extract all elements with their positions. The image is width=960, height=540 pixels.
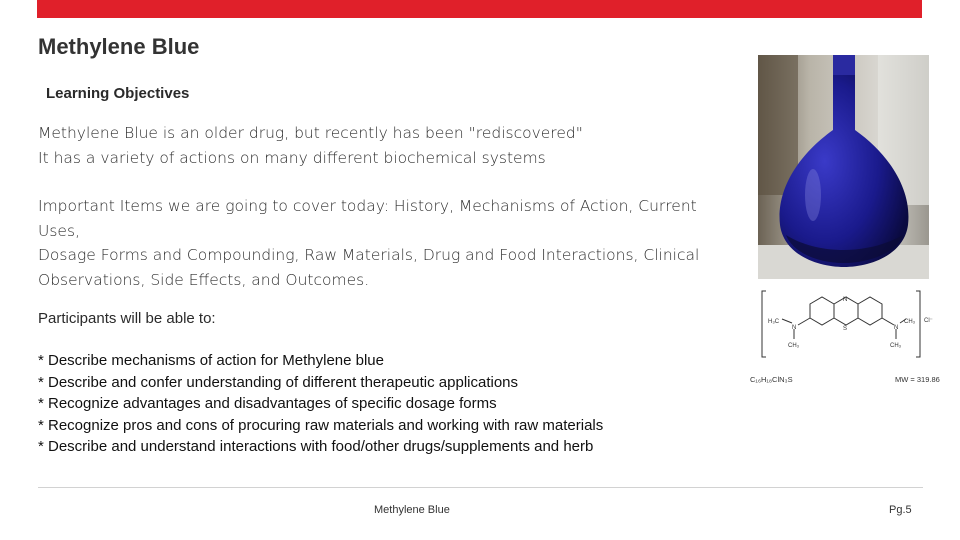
intro-text [38, 121, 738, 292]
ring-nitrogen-label: N [843, 297, 848, 303]
intro-line: It has a variety of actions on many different biochemical systems [38, 148, 546, 167]
list-item: * Recognize pros and cons of procuring raw materials and working with raw materials [38, 416, 604, 434]
list-item: * Recognize advantages and disadvantages of specific dosage forms [38, 395, 497, 412]
chloride-label: Cl⁻ [924, 318, 933, 324]
methyl-group-label: CH₃ [904, 319, 916, 325]
flask-illustration [758, 55, 929, 279]
nitrogen-label: N [894, 325, 899, 331]
footer-divider [38, 487, 923, 488]
flask-photo [758, 55, 929, 279]
list-item: * Describe mechanisms of action for Methylene blue [38, 352, 384, 369]
slide-title: Methylene Blue [38, 34, 200, 59]
items-line: Important Items we are going to cover today: History, Mechanisms of Action, Current Uses, [38, 197, 697, 240]
intro-line: Methylene Blue is an older drug, but recently has been "rediscovered" [38, 124, 583, 142]
page-number: Pg.5 [889, 504, 912, 516]
list-item: * Describe and confer understanding of different therapeutic applications [38, 373, 519, 391]
paragraph-gap [38, 170, 738, 194]
slide-subtitle: Learning Objectives [46, 85, 190, 102]
methyl-group-label: H₃C [768, 319, 780, 325]
methyl-group-label: CH₃ [890, 343, 902, 349]
participants-label: Participants will be able to: [38, 310, 216, 327]
list-item: * Describe and understand interactions with food/other drugs/supplements and herb [38, 438, 594, 455]
footer-title: Methylene Blue [374, 504, 450, 516]
chemical-structure [750, 287, 950, 387]
ring-sulfur-label: S [843, 326, 848, 332]
items-line: Observations, Side Effects, and Outcomes. [38, 270, 370, 289]
molecular-formula: C₁₆H₁₈ClN₃S [750, 375, 793, 384]
top-accent-bar [37, 0, 922, 18]
items-line: Dosage Forms and Compounding, Raw Materials, Drug and Food Interactions, Clinical [38, 246, 700, 264]
objectives-list [38, 350, 603, 458]
nitrogen-label: N [792, 325, 797, 331]
methyl-group-label: CH₃ [788, 343, 800, 349]
molecular-weight: MW = 319.86 [895, 375, 940, 384]
